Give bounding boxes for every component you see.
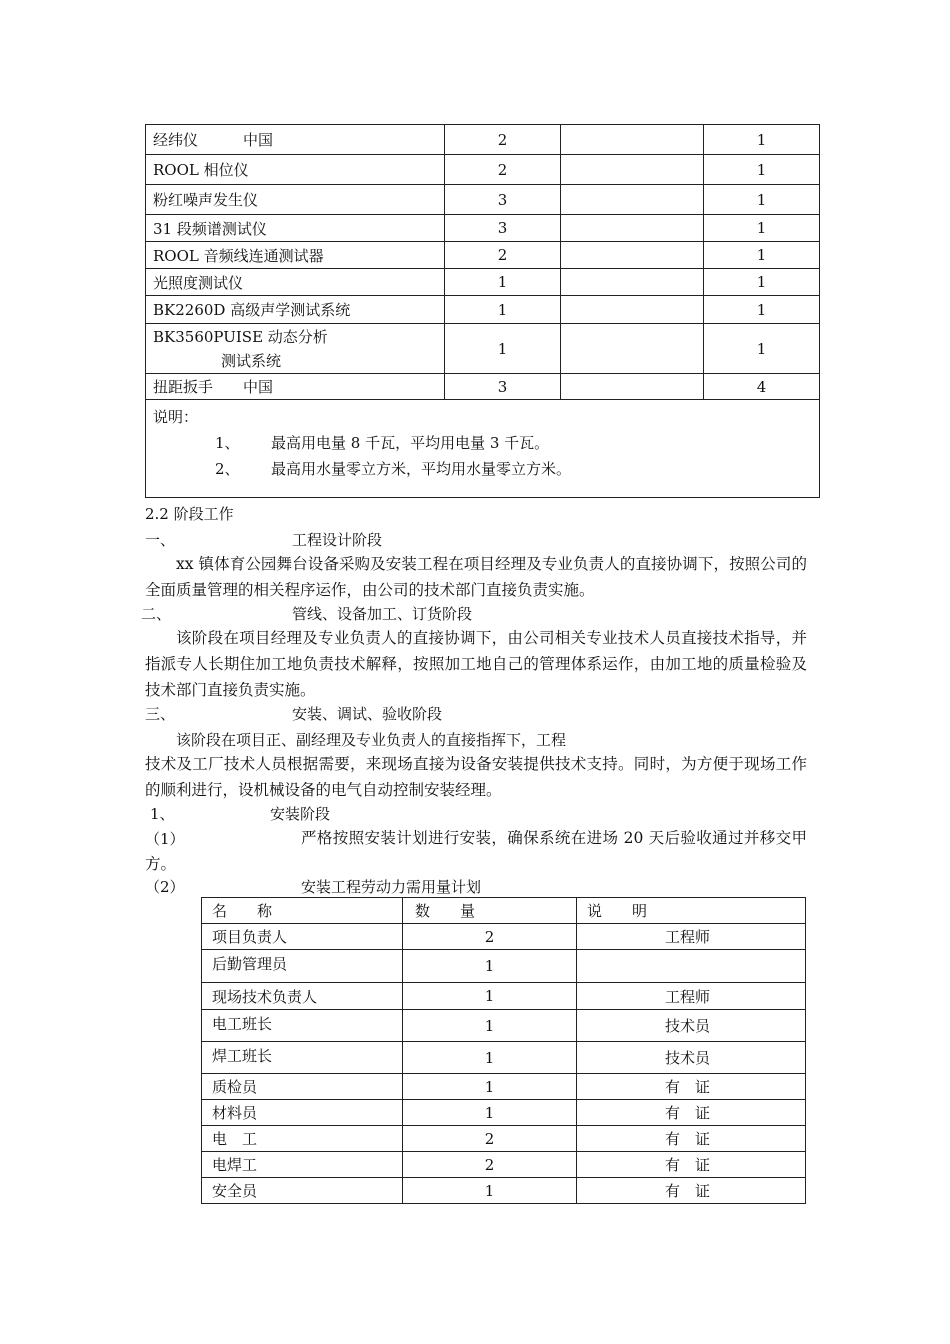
item-1-text: 严格按照安装计划进行安装，确保系统在进场 20 天后验收通过并移交甲方。	[145, 829, 807, 873]
table-row	[202, 924, 806, 950]
equipment-col3	[561, 185, 704, 215]
equipment-name: 经纬仪 中国	[146, 125, 445, 155]
equipment-col2: 3	[445, 374, 561, 400]
equipment-col2: 2	[445, 242, 561, 269]
table-row	[202, 1152, 806, 1178]
table-row	[146, 324, 820, 374]
labor-note: 有 证	[577, 1074, 806, 1100]
note-text: 最高用水量零立方米，平均用水量零立方米。	[271, 460, 572, 478]
equipment-name: 扭距扳手 中国	[146, 374, 445, 400]
labor-name: 安全员	[202, 1178, 403, 1204]
phase-3-number: 三、	[145, 705, 176, 723]
subsection-1-title: 安装阶段	[270, 805, 331, 823]
labor-note: 技术员	[577, 1042, 806, 1074]
table-row	[202, 1100, 806, 1126]
phase-3-title: 安装、调试、验收阶段	[292, 705, 443, 723]
table-header-row	[202, 898, 806, 924]
phase-1-number: 一、	[145, 531, 176, 549]
equipment-col2: 1	[445, 324, 561, 374]
table-row	[202, 1126, 806, 1152]
equipment-name: 光照度测试仪	[146, 269, 445, 296]
equipment-col4: 1	[704, 185, 820, 215]
item-2-text: 安装工程劳动力需用量计划	[301, 878, 482, 896]
equipment-col4: 1	[704, 215, 820, 242]
equipment-col4: 1	[704, 242, 820, 269]
labor-note: 有 证	[577, 1126, 806, 1152]
equipment-col4: 1	[704, 269, 820, 296]
equipment-col4: 1	[704, 324, 820, 374]
labor-name: 电工班长	[202, 1010, 403, 1042]
equipment-col4: 1	[704, 125, 820, 155]
phase-3-body-line-2: 技术及工厂技术人员根据需要，来现场直接为设备安装提供技术支持。同时，为方便于现场工作的顺利进行，设机械设备的电气自动控制安装经理。	[145, 755, 807, 799]
item-1-number: （1）	[145, 830, 185, 848]
labor-qty: 1	[403, 1100, 577, 1126]
labor-note: 工程师	[577, 983, 806, 1010]
equipment-col3	[561, 296, 704, 324]
equipment-col4: 4	[704, 374, 820, 400]
equipment-name: ROOL 音频线连通测试器	[146, 242, 445, 269]
section-title: 2.2 阶段工作	[145, 505, 234, 523]
phase-1-title: 工程设计阶段	[292, 531, 383, 549]
note-item	[153, 430, 812, 456]
notes-title: 说明：	[153, 408, 199, 426]
labor-name: 焊工班长	[202, 1042, 403, 1074]
labor-note: 技术员	[577, 1010, 806, 1042]
equipment-col2: 1	[445, 296, 561, 324]
equipment-name: BK3560PUISE 动态分析	[153, 327, 328, 346]
labor-qty: 1	[403, 1010, 577, 1042]
labor-qty: 1	[403, 1074, 577, 1100]
notes-cell	[146, 400, 820, 498]
labor-name: 电 工	[202, 1126, 403, 1152]
labor-note: 有 证	[577, 1152, 806, 1178]
labor-note: 有 证	[577, 1100, 806, 1126]
header-name: 名 称	[202, 898, 403, 924]
table-row	[146, 242, 820, 269]
labor-table	[201, 897, 806, 1204]
labor-qty: 1	[403, 1042, 577, 1074]
table-row	[202, 1042, 806, 1074]
labor-qty: 2	[403, 1152, 577, 1178]
labor-name: 项目负责人	[202, 924, 403, 950]
equipment-name-continued: 测试系统	[221, 351, 282, 370]
labor-name: 现场技术负责人	[202, 983, 403, 1010]
note-number: 1、	[215, 434, 240, 452]
table-row	[146, 125, 820, 155]
header-quantity: 数 量	[403, 898, 577, 924]
table-row	[202, 1010, 806, 1042]
note-item	[153, 456, 812, 482]
equipment-col2: 2	[445, 125, 561, 155]
notes-row	[146, 400, 820, 498]
table-row	[202, 1178, 806, 1204]
equipment-col2: 3	[445, 215, 561, 242]
equipment-col3	[561, 215, 704, 242]
equipment-col2: 2	[445, 155, 561, 185]
table-row	[146, 185, 820, 215]
equipment-col3	[561, 269, 704, 296]
phase-2-number: 二、	[141, 605, 172, 623]
labor-name: 电焊工	[202, 1152, 403, 1178]
equipment-col3	[561, 125, 704, 155]
labor-qty: 1	[403, 983, 577, 1010]
labor-name: 质检员	[202, 1074, 403, 1100]
labor-name: 后勤管理员	[202, 950, 403, 983]
table-row	[202, 950, 806, 983]
note-text: 最高用电量 8 千瓦，平均用电量 3 千瓦。	[271, 434, 550, 452]
equipment-col3	[561, 324, 704, 374]
subsection-1-number: 1、	[150, 805, 175, 823]
header-note: 说 明	[577, 898, 806, 924]
equipment-table	[145, 124, 820, 498]
equipment-col3	[561, 155, 704, 185]
equipment-name: 粉红噪声发生仪	[146, 185, 445, 215]
table-row	[146, 296, 820, 324]
labor-name: 材料员	[202, 1100, 403, 1126]
table-row	[146, 269, 820, 296]
phase-1-body: xx 镇体育公园舞台设备采购及安装工程在项目经理及专业负责人的直接协调下，按照公司的全面质量管理的相关程序运作，由公司的技术部门直接负责实施。	[145, 555, 807, 599]
table-row	[146, 215, 820, 242]
labor-qty: 1	[403, 1178, 577, 1204]
labor-note: 工程师	[577, 924, 806, 950]
table-row	[202, 983, 806, 1010]
labor-qty: 2	[403, 1126, 577, 1152]
equipment-col4: 1	[704, 296, 820, 324]
labor-note	[577, 950, 806, 983]
table-row	[146, 155, 820, 185]
item-2-number: （2）	[145, 878, 185, 896]
equipment-col4: 1	[704, 155, 820, 185]
phase-2-title: 管线、设备加工、订货阶段	[292, 605, 473, 623]
table-row	[202, 1074, 806, 1100]
equipment-name: ROOL 相位仪	[146, 155, 445, 185]
table-row	[146, 374, 820, 400]
note-number: 2、	[215, 460, 240, 478]
equipment-name-cell	[146, 324, 445, 374]
labor-note: 有 证	[577, 1178, 806, 1204]
phase-2-body: 该阶段在项目经理及专业负责人的直接协调下，由公司相关专业技术人员直接技术指导，并指派专人长期住加工地负责技术解释，按照加工地自己的管理体系运作，由加工地的质量检验及技术部门直接负责实施。	[145, 629, 807, 699]
equipment-col2: 1	[445, 269, 561, 296]
equipment-col3	[561, 374, 704, 400]
phase-3-body-line-1: 该阶段在项目正、副经理及专业负责人的直接指挥下，工程	[176, 731, 567, 749]
equipment-col2: 3	[445, 185, 561, 215]
equipment-col3	[561, 242, 704, 269]
equipment-name: 31 段频谱测试仪	[146, 215, 445, 242]
labor-qty: 1	[403, 950, 577, 983]
equipment-name: BK2260D 高级声学测试系统	[146, 296, 445, 324]
labor-qty: 2	[403, 924, 577, 950]
